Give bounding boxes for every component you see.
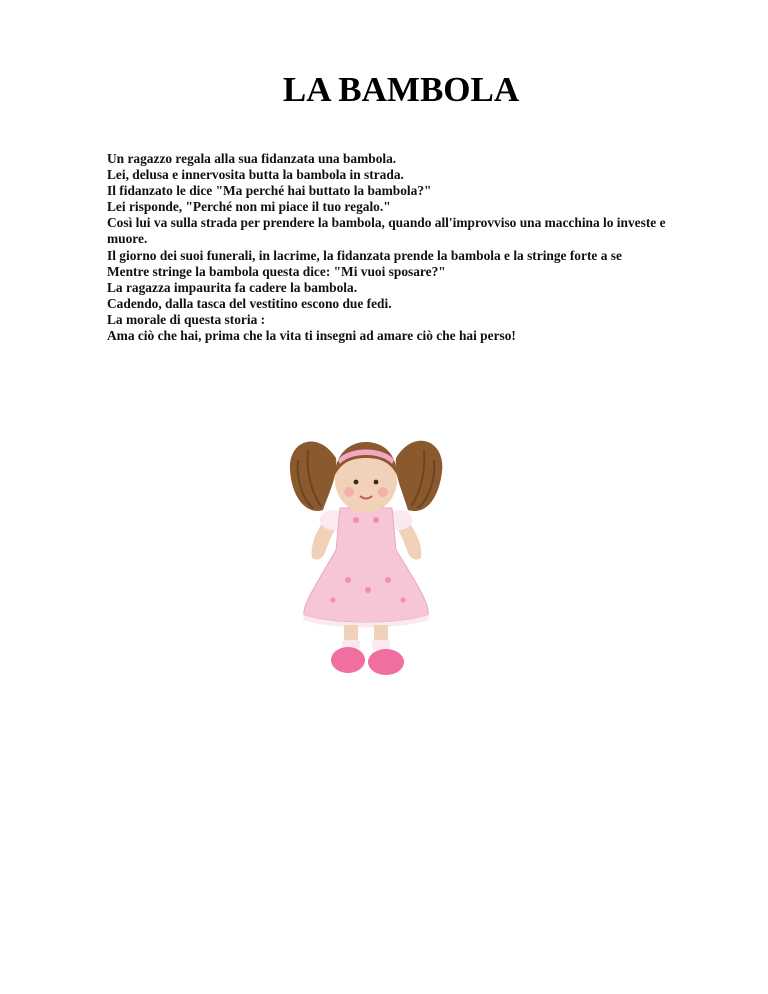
hair-left-pigtail: [290, 441, 336, 510]
story-line: Ama ciò che hai, prima che la vita ti insegni ad amare ciò che hai perso!: [107, 328, 516, 344]
hair-right-pigtail: [396, 441, 443, 511]
story-line: Mentre stringe la bambola questa dice: "Mi vuoi sposare?": [107, 263, 446, 279]
story-text: [107, 151, 667, 344]
doll-right-shoe: [368, 649, 404, 675]
story-line: Il giorno dei suoi funerali, in lacrime, la fidanzata prende la bambola e la stringe forte a se: [107, 247, 622, 263]
story-line: Il fidanzato le dice "Ma perché hai buttato la bambola?": [107, 183, 432, 199]
doll-left-eye: [354, 480, 359, 485]
doll-left-shoe: [331, 647, 365, 673]
doll-right-sock: [372, 640, 390, 650]
story-line: La morale di questa storia :: [107, 311, 266, 327]
doll-left-cheek: [344, 487, 354, 497]
story-line: Un ragazzo regala alla sua fidanzata una bambola.: [107, 151, 397, 166]
doll-right-cheek: [378, 487, 388, 497]
story-line: Lei, delusa e innervosita butta la bambola in strada.: [107, 167, 404, 183]
page-title: LA BAMBOLA: [282, 70, 520, 109]
doll-right-eye: [374, 480, 379, 485]
story-line: Lei risponde, "Perché non mi piace il tuo regalo.": [107, 199, 391, 215]
story-line: Così lui va sulla strada per prendere la bambola, quando all'improvviso una macchina lo investe e muore.: [107, 215, 666, 247]
doll-icon: [278, 420, 453, 685]
story-line: La ragazza impaurita fa cadere la bambola.: [107, 279, 358, 295]
story-line: Cadendo, dalla tasca del vestitino escono due fedi.: [107, 295, 392, 311]
